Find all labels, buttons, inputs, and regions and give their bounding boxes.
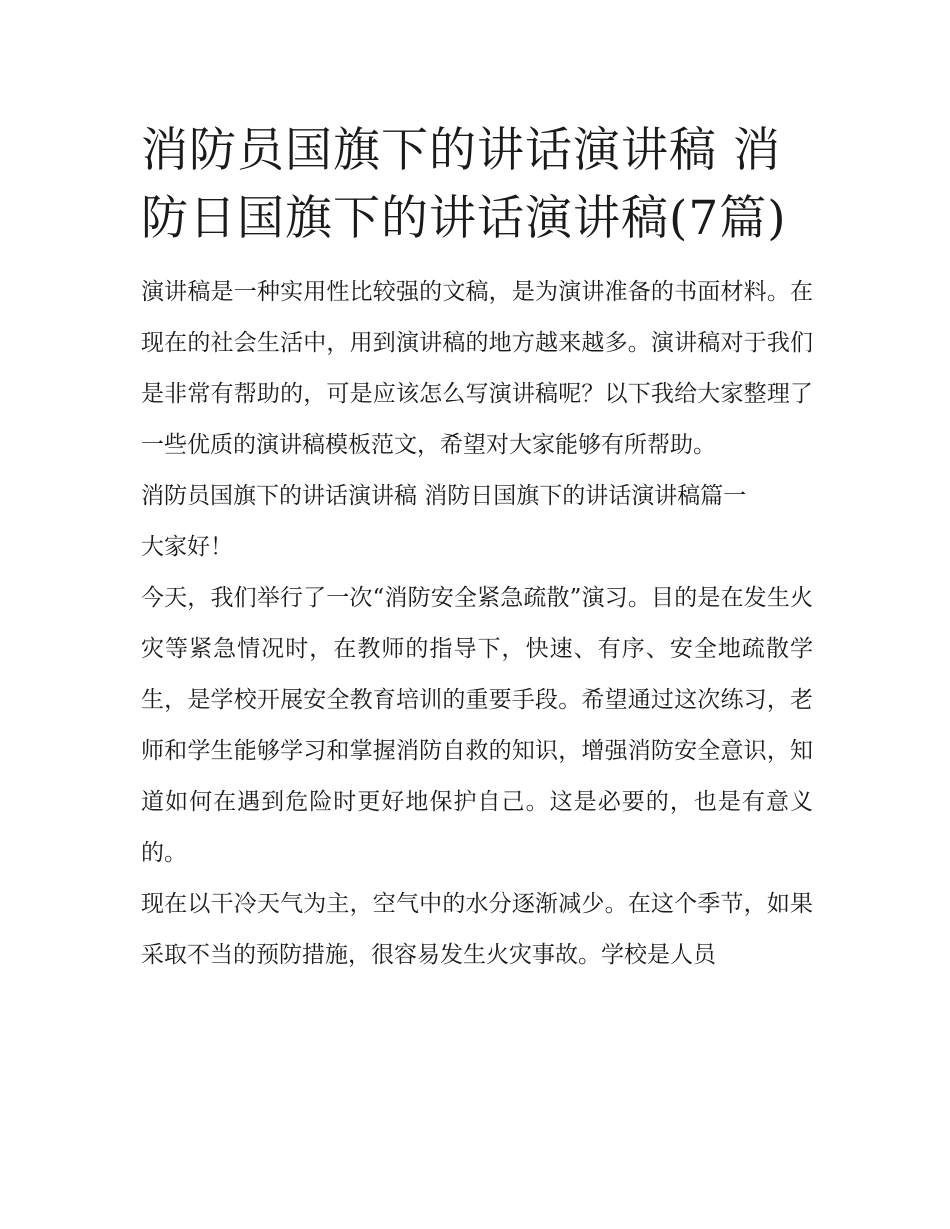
document-body bbox=[141, 117, 813, 981]
intro-paragraph: 演讲稿是一种实用性比较强的文稿，是为演讲准备的书面材料。在现在的社会生活中，用到演讲稿的地方越来越多。演讲稿对于我们是非常有帮助的，可是应该怎么写演讲稿呢？以下我给大家整理了一些优质的演讲稿模板范文，希望对大家能够有所帮助。 bbox=[141, 279, 813, 458]
greeting-paragraph: 大家好！ bbox=[141, 534, 233, 560]
document-title: 消防员国旗下的讲话演讲稿 消防日国旗下的讲话演讲稿(7篇) bbox=[141, 123, 787, 246]
section-heading: 消防员国旗下的讲话演讲稿 消防日国旗下的讲话演讲稿篇一 bbox=[141, 483, 747, 509]
body-paragraph: 现在以干冷天气为主，空气中的水分逐渐减少。在这个季节，如果采取不当的预防措施，很容易发生火灾事故。学校是人员 bbox=[141, 891, 813, 968]
body-paragraph: 今天，我们举行了一次“消防安全紧急疏散”演习。目的是在发生火灾等紧急情况时，在教师的指导下，快速、有序、安全地疏散学生，是学校开展安全教育培训的重要手段。希望通过这次练习，老师和学生能够学习和掌握消防自救的知识，增强消防安全意识，知道如何在遇到危险时更好地保护自己。这是必要的，也是有意义的。 bbox=[141, 585, 813, 866]
